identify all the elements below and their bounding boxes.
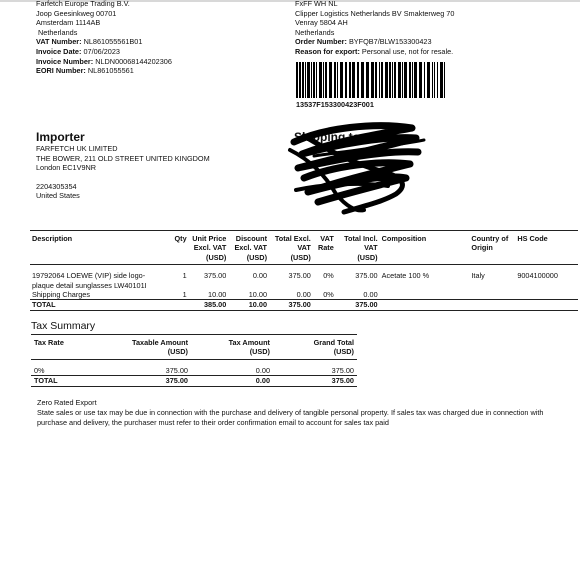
- barcode-bar: [379, 62, 380, 98]
- table-row: [30, 265, 578, 290]
- barcode-bar: [307, 62, 310, 98]
- shipping-discount: 10.00: [228, 290, 269, 300]
- barcode-bar: [432, 62, 433, 98]
- header-country-of-origin: Country of Origin: [471, 234, 509, 253]
- barcode-bar: [352, 62, 355, 98]
- shipping-qty: 1: [168, 290, 189, 300]
- header-description: Description: [32, 234, 73, 243]
- barcode-bar: [366, 62, 369, 98]
- item-country-of-origin: Italy: [471, 271, 485, 281]
- barcode-bar: [392, 62, 393, 98]
- barcode-bar: [357, 62, 359, 98]
- barcode-bar: [296, 62, 298, 98]
- warehouse-name: FxFF WH NL: [295, 0, 338, 8]
- barcode-bar: [340, 62, 343, 98]
- item-discount: 0.00: [252, 271, 268, 281]
- shipping-vat-rate: 0%: [313, 290, 336, 300]
- importer-phone: 2204305354: [36, 181, 77, 191]
- barcode-bar: [437, 62, 438, 98]
- warehouse-address2: Venray 5804 AH: [295, 18, 348, 28]
- barcode-bar: [361, 62, 364, 98]
- shipping-total-excl: 0.00: [269, 290, 313, 300]
- barcode-bar: [371, 62, 374, 98]
- tax-row-tax: 0.00: [255, 365, 270, 375]
- item-composition: Acetate 100 %: [381, 271, 430, 281]
- sender-street: Joop Geesinkweg 00701: [36, 8, 117, 18]
- tax-total-grand: 375.00: [331, 376, 354, 386]
- importer-company: FARFETCH UK LIMITED: [36, 144, 118, 153]
- barcode-bar: [313, 62, 315, 98]
- barcode-bar: [398, 62, 401, 98]
- tax-summary-table: [31, 334, 357, 387]
- barcode-image: [295, 62, 447, 98]
- header-total-excl: Total Excl. VAT (USD): [274, 234, 311, 262]
- importer-block: [36, 130, 210, 201]
- redaction-scribble: [284, 120, 434, 220]
- importer-country: United States: [36, 191, 80, 201]
- item-qty: 1: [182, 271, 187, 281]
- item-description: 19792064 LOEWE (VIP) side logo- plaque detail sunglasses LW40101I: [32, 271, 147, 290]
- sender-block: [36, 0, 172, 76]
- barcode-bar: [319, 62, 322, 98]
- notes-zero-rated: Zero Rated Export: [37, 398, 97, 407]
- total-discount: 10.00: [248, 300, 268, 310]
- barcode-bar: [311, 62, 312, 98]
- barcode-bar: [316, 62, 317, 98]
- order-number: Order Number: BYFQB7/BLW153300423: [295, 37, 432, 47]
- importer-city: London EC1V9NR: [36, 163, 97, 173]
- tax-header-rate: Tax Rate: [34, 338, 64, 347]
- barcode-bar: [402, 62, 403, 98]
- barcode-bar: [414, 62, 417, 98]
- header-composition: Composition: [381, 234, 427, 243]
- notes-sales-tax: State sales or use tax may be due in connection with the purchase and delivery of tangible personal property. If sales tax was charged due in connection with purchase and delivery, the purchaser must refer to their order confirmation email to account for sales tax paid: [37, 408, 544, 427]
- barcode-text: 13537F153300423F001: [296, 100, 374, 109]
- tax-header-grand: Grand Total (USD): [313, 338, 354, 357]
- importer-title: Importer: [36, 130, 85, 144]
- importer-address: THE BOWER, 211 OLD STREET UNITED KINGDOM: [36, 153, 210, 163]
- total-excl: 375.00: [288, 300, 311, 310]
- barcode-bar: [427, 62, 430, 98]
- barcode-bar: [329, 62, 332, 98]
- warehouse-country: Netherlands: [295, 27, 335, 37]
- barcode-bar: [385, 62, 388, 98]
- barcode-bar: [299, 62, 301, 98]
- barcode-bar: [404, 62, 407, 98]
- table-row: [30, 290, 578, 300]
- sender-country: Netherlands: [38, 27, 78, 37]
- header-discount: Discount Excl. VAT (USD): [234, 234, 268, 262]
- barcode-bar: [381, 62, 383, 98]
- header-total-incl: Total Incl. VAT (USD): [344, 234, 378, 262]
- total-label: TOTAL: [32, 300, 56, 310]
- barcode-bar: [419, 62, 422, 98]
- shipping-total-incl: 0.00: [336, 290, 380, 300]
- tax-header-tax: Tax Amount (USD): [228, 338, 270, 357]
- tax-row-grand: 375.00: [331, 365, 354, 375]
- header-hs-code: HS Code: [517, 234, 548, 243]
- barcode-bar: [345, 62, 347, 98]
- barcode-bar: [334, 62, 336, 98]
- barcode-bar: [424, 62, 425, 98]
- shipping-unit-price: 10.00: [189, 290, 229, 300]
- sender-invoice-date: Invoice Date: 07/06/2023: [36, 46, 120, 56]
- barcode-bar: [305, 62, 306, 98]
- header-vat-rate: VAT Rate: [317, 234, 334, 253]
- barcode-bar: [337, 62, 338, 98]
- barcode-bar: [444, 62, 445, 98]
- tax-header-taxable: Taxable Amount (USD): [132, 338, 188, 357]
- barcode-bar: [412, 62, 413, 98]
- barcode-bar: [302, 62, 304, 98]
- barcode-bar: [434, 62, 435, 98]
- tax-header-row: [31, 335, 357, 360]
- export-reason: Reason for export: Personal use, not for resale.: [295, 46, 454, 56]
- item-unit-price: 375.00: [203, 271, 227, 281]
- sender-city: Amsterdam 1114AB: [36, 18, 101, 28]
- tax-summary-title: Tax Summary: [31, 320, 96, 332]
- tax-row-taxable: 375.00: [165, 365, 188, 375]
- item-vat-rate: 0%: [323, 271, 334, 281]
- notes-block: [37, 398, 557, 428]
- warehouse-block: [295, 0, 454, 57]
- sender-company: Farfetch Europe Trading B.V.: [36, 0, 130, 8]
- barcode-bar: [325, 62, 327, 98]
- item-hs-code: 9004100000: [517, 271, 558, 281]
- table-row: [31, 359, 357, 375]
- invoice-table: [30, 230, 578, 311]
- warehouse-address1: Clipper Logistics Netherlands BV Smakterweg 70: [295, 8, 455, 18]
- invoice-header-row: [30, 231, 578, 265]
- barcode-bar: [389, 62, 391, 98]
- barcode-bar: [349, 62, 351, 98]
- header-unit-price: Unit Price Excl. VAT (USD): [192, 234, 227, 262]
- barcode-bar: [375, 62, 377, 98]
- barcode-bar: [409, 62, 411, 98]
- tax-total-tax: 0.00: [255, 376, 270, 386]
- sender-vat: VAT Number: NL861055561B01: [36, 37, 143, 47]
- shipping-description: Shipping Charges: [30, 290, 168, 300]
- total-row: [30, 300, 578, 310]
- shipping-title: Shipping to: [294, 130, 360, 144]
- tax-total-label: TOTAL: [34, 376, 58, 386]
- tax-row-rate: 0%: [34, 365, 45, 375]
- item-total-excl: 375.00: [288, 271, 311, 281]
- tax-total-taxable: 375.00: [165, 376, 188, 386]
- barcode-bar: [394, 62, 396, 98]
- barcode-bar: [440, 62, 443, 98]
- total-unit-price: 385.00: [203, 300, 227, 310]
- total-incl: 375.00: [355, 300, 378, 310]
- header-qty: Qty: [174, 234, 187, 243]
- sender-eori: EORI Number: NL861055561: [36, 66, 134, 76]
- tax-total-row: [31, 376, 357, 386]
- sender-invoice-number: Invoice Number: NLDN00068144202306: [36, 56, 172, 66]
- item-total-incl: 375.00: [355, 271, 378, 281]
- barcode-bar: [323, 62, 324, 98]
